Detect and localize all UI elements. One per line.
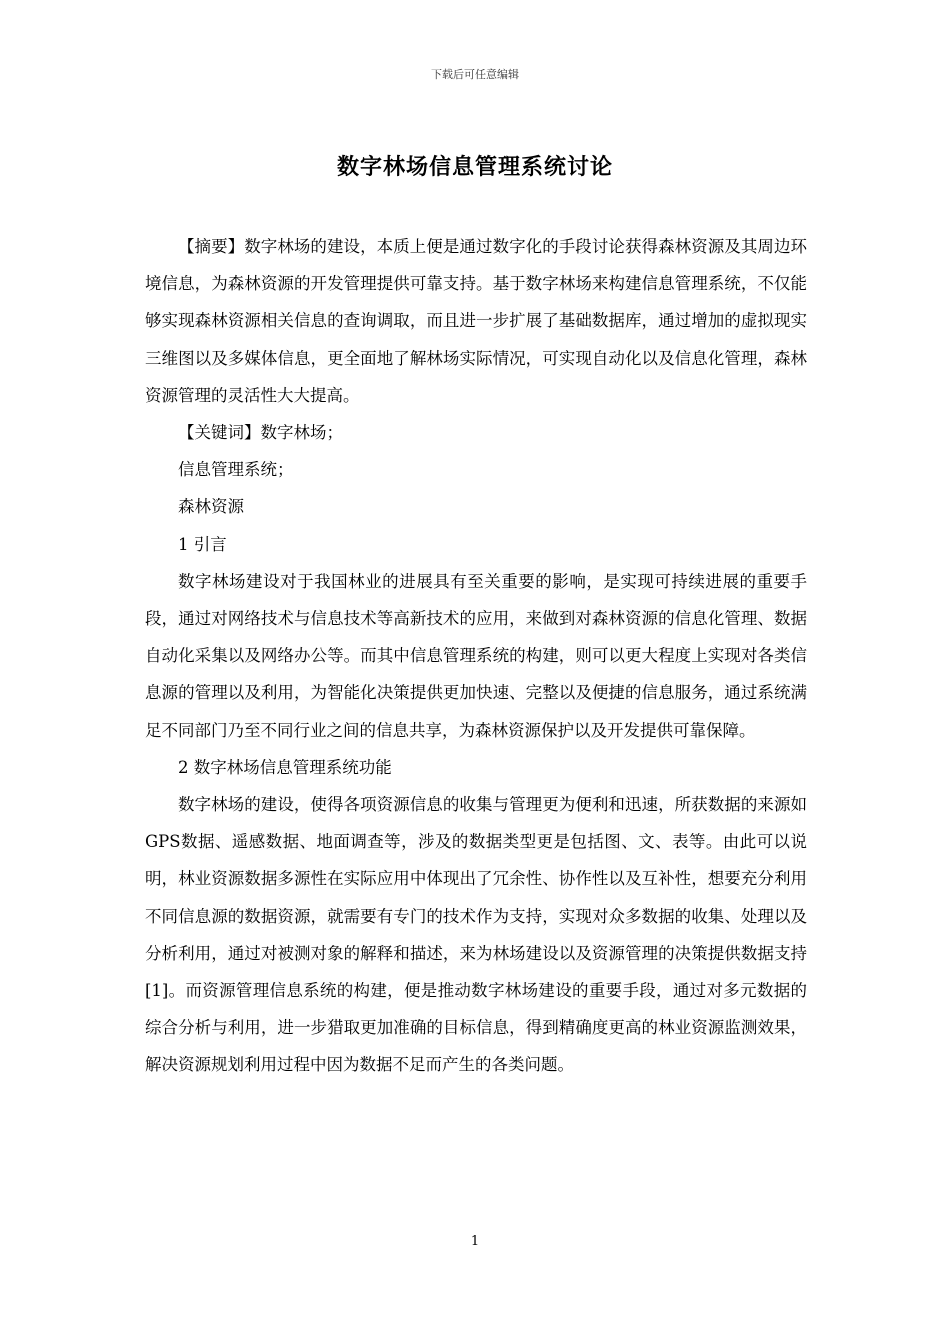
page-number: 1 (470, 1234, 480, 1249)
keywords-label: 【关键词】数字林场； (178, 423, 343, 443)
abstract-paragraph: 【摘要】数字林场的建设，本质上便是通过数字化的手段讨论获得森林资源及其周边环境信息，为森林资源的开发管理提供可靠支持。基于数字林场来构建信息管理系统，不仅能够实现森林资源相关信息的查询调取，而且进一步扩展了基础数据库，通过增加的虚拟现实三维图以及多媒体信息，更全面地了解林场实际情况，可实现自动化以及信息化管理，森林资源管理的灵活性大大提高。 (145, 237, 807, 405)
document-body (145, 228, 807, 1084)
section-paragraph: 数字林场建设对于我国林业的进展具有至关重要的影响，是实现可持续进展的重要手段，通过对网络技术与信息技术等高新技术的应用，来做到对森林资源的信息化管理、数据自动化采集以及网络办公等。而其中信息管理系统的构建，则可以更大程度上实现对各类信息源的管理以及利用，为智能化决策提供更加快速、完整以及便捷的信息服务，通过系统满足不同部门乃至不同行业之间的信息共享，为森林资源保护以及开发提供可靠保障。 (145, 571, 807, 740)
keyword-item: 信息管理系统； (178, 460, 294, 480)
keyword-item: 森林资源 (178, 497, 244, 517)
section-paragraph: 数字林场的建设，使得各项资源信息的收集与管理更为便利和迅速，所获数据的来源如GPS数据、遥感数据、地面调查等，涉及的数据类型更是包括图、文、表等。由此可以说明，林业资源数据多源性在实际应用中体现出了冗余性、协作性以及互补性，想要充分利用不同信息源的数据资源，就需要有专门的技术作为支持，实现对众多数据的收集、处理以及分析利用，通过对被测对象的解释和描述，来为林场建设以及资源管理的决策提供数据支持[1]。而资源管理信息系统的构建，便是推动数字林场建设的重要手段，通过对多元数据的综合分析与利用，进一步猎取更加准确的目标信息，得到精确度更高的林业资源监测效果，解决资源规划利用过程中因为数据不足而产生的各类问题。 (145, 795, 807, 1075)
section-heading: 2 数字林场信息管理系统功能 (178, 757, 392, 777)
header-note: 下载后可任意编辑 (431, 68, 519, 81)
section-heading: 1 引言 (178, 534, 227, 554)
document-title: 数字林场信息管理系统讨论 (336, 155, 613, 180)
